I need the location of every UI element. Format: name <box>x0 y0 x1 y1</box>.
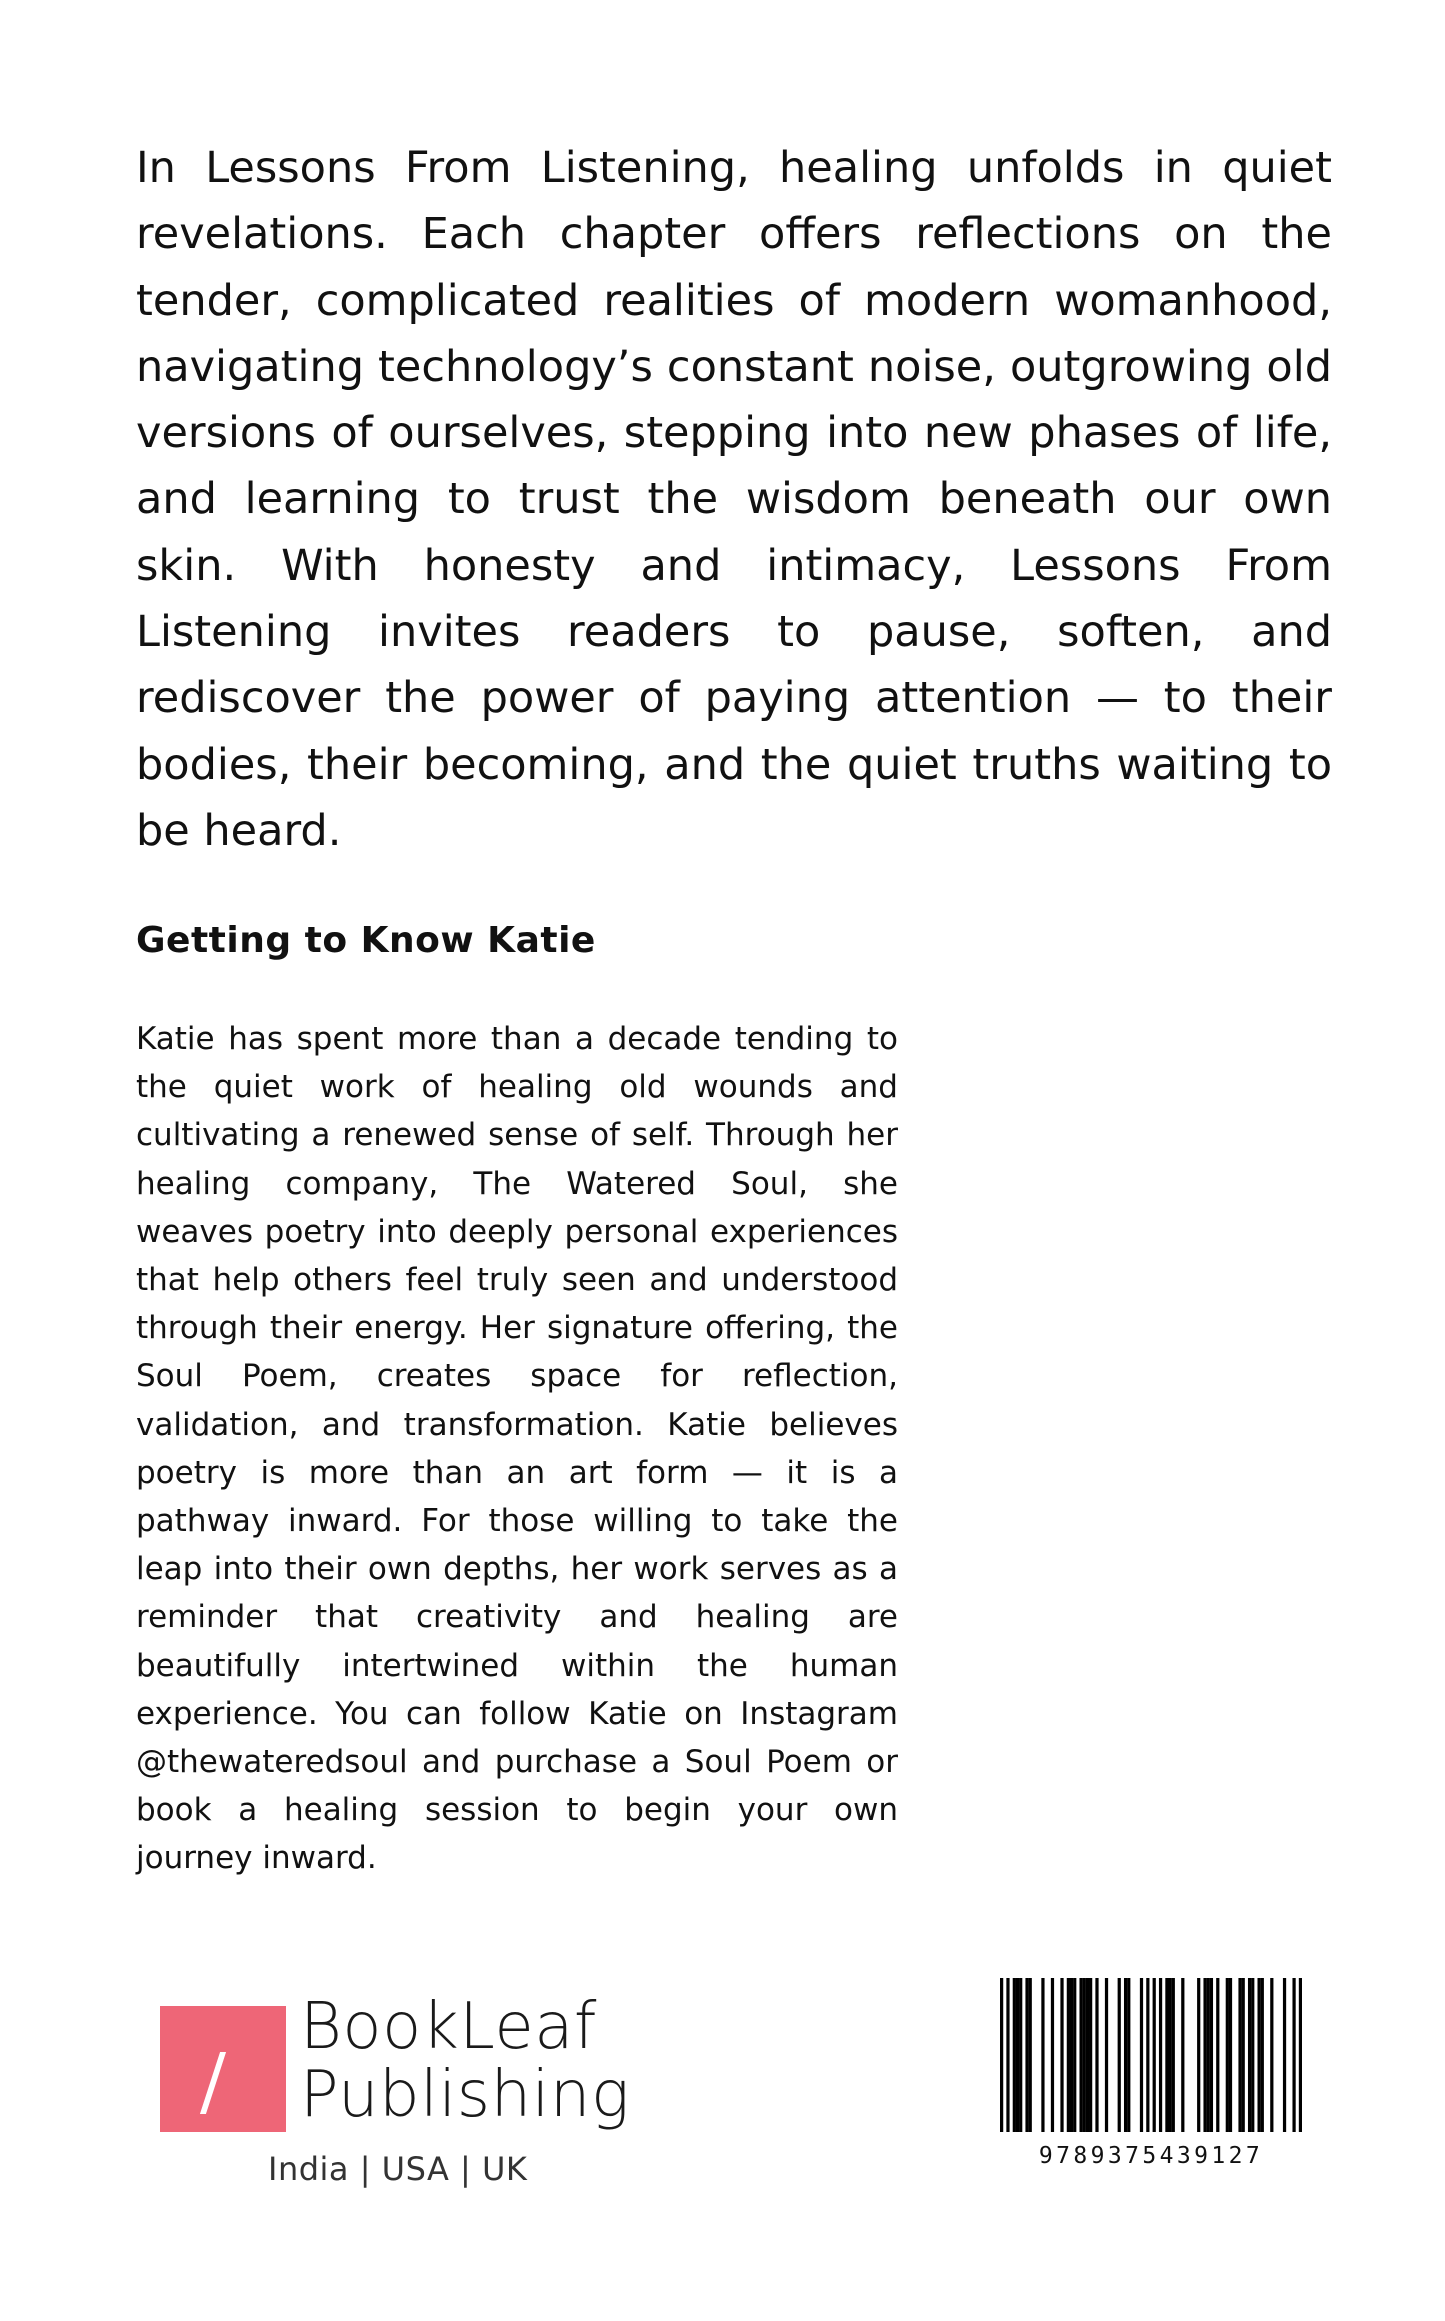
barcode-bar <box>1073 1978 1076 2132</box>
barcode-bar <box>1140 1978 1143 2132</box>
barcode-bar <box>1019 1978 1022 2132</box>
barcode-bar <box>1229 1978 1232 2132</box>
barcode-bar <box>1168 1978 1171 2132</box>
barcode-bar <box>1000 1978 1003 2132</box>
barcode-bar <box>1006 1978 1009 2132</box>
barcode-bar <box>1060 1978 1063 2132</box>
author-section-title: Getting to Know Katie <box>136 920 596 961</box>
barcode-bar <box>1261 1978 1264 2132</box>
barcode-bar <box>1105 1978 1108 2132</box>
publisher-name-line-1: BookLeaf <box>300 1990 597 2064</box>
barcode-bar <box>1172 1978 1175 2132</box>
barcode-bar <box>1165 1978 1168 2132</box>
isbn-barcode <box>1000 1978 1302 2140</box>
barcode-bar <box>1207 1978 1210 2132</box>
barcode-bar <box>1181 1978 1184 2132</box>
barcode-bar <box>1197 1978 1200 2132</box>
barcode-bar <box>1079 1978 1082 2132</box>
barcode-bar <box>1083 1978 1086 2132</box>
barcode-bar <box>1153 1978 1156 2132</box>
barcode-bar <box>1016 1978 1019 2132</box>
barcode-bar <box>1292 1978 1295 2132</box>
barcode-bar <box>1041 1978 1044 2132</box>
logo-slash-mark <box>200 2052 226 2114</box>
barcode-bar <box>1089 1978 1092 2132</box>
barcode-bar <box>1086 1978 1089 2132</box>
barcode-bar <box>1127 1978 1130 2132</box>
barcode-bar <box>1226 1978 1229 2132</box>
back-cover-blurb: In Lessons From Listening, healing unfolds in quiet revelations. Each chapter offers reflections on the tender, complicated realities of modern womanhood, navigating technology’s constant noise, outgrowing old versions of ourselves, stepping into new phases of life, and learning to trust the wisdom beneath our own skin. With honesty and intimacy, Lessons From Listening invites readers to pause, soften, and rediscover the power of paying attention — to their bodies, their becoming, and the quiet truths waiting to be heard. <box>136 143 1332 856</box>
barcode-bar <box>1242 1978 1245 2132</box>
publisher-name-line-2: Publishing <box>300 2058 630 2132</box>
barcode-bar <box>1216 1978 1219 2132</box>
barcode-bar <box>1210 1978 1213 2132</box>
barcode-bar <box>1051 1978 1054 2132</box>
barcode-bar <box>1095 1978 1098 2132</box>
barcode-bar <box>1067 1978 1070 2132</box>
publisher-regions: India | USA | UK <box>268 2150 528 2188</box>
barcode-bar <box>1203 1978 1206 2132</box>
barcode-bar <box>1146 1978 1149 2132</box>
barcode-icon <box>1000 1978 1302 2132</box>
barcode-bar <box>1029 1978 1032 2132</box>
barcode-bar <box>1013 1978 1016 2132</box>
barcode-bar <box>1283 1978 1286 2132</box>
isbn-number: 9789375439127 <box>1038 2143 1264 2169</box>
slash-logo-icon <box>160 2006 286 2132</box>
barcode-bar <box>1270 1978 1273 2132</box>
barcode-bar <box>1251 1978 1254 2132</box>
barcode-bar <box>1124 1978 1127 2132</box>
barcode-bar <box>1118 1978 1121 2132</box>
barcode-bar <box>1238 1978 1241 2132</box>
barcode-bar <box>1025 1978 1028 2132</box>
barcode-bar <box>1070 1978 1073 2132</box>
author-bio: Katie has spent more than a decade tending to the quiet work of healing old wounds and cultivating a renewed sense of self. Through her healing company, The Watered Soul, she weaves poetry into deeply personal experiences that help others feel truly seen and understood through their energy. Her signature offering, the Soul Poem, creates space for reflection, validation, and transformation. Katie believes poetry is more than an art form — it is a pathway inward. For those willing to take the leap into their own depths, her work serves as a reminder that creativity and healing are beautifully intertwined within the human experience. You can follow Katie on Instagram @thewateredsoul and purchase a Soul Poem or book a healing session to begin your own journey inward. <box>136 1021 898 1877</box>
barcode-bar <box>1248 1978 1251 2132</box>
barcode-bar <box>1257 1978 1260 2132</box>
publisher-logo <box>160 1990 630 2200</box>
barcode-bar <box>1299 1978 1302 2132</box>
barcode-bar <box>1159 1978 1162 2132</box>
